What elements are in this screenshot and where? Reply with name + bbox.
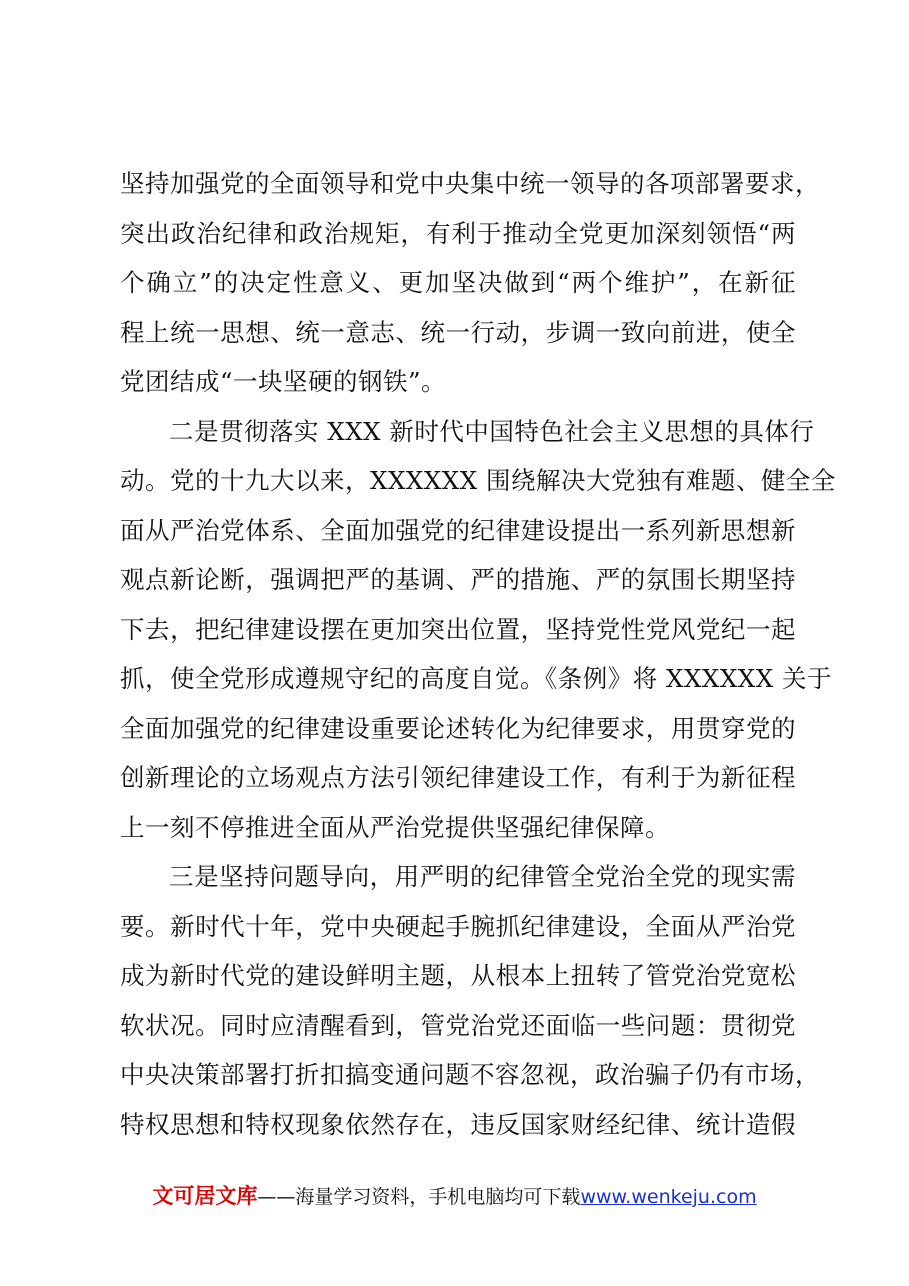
text-line: 二是贯彻落实 XXX 新时代中国特色社会主义思想的具体行 <box>169 416 815 446</box>
text-line: 中央决策部署打折扣搞变通问题不容忽视，政治骗子仍有市场， <box>120 1060 820 1089</box>
text-line: 要。新时代十年，党中央硬起手腕抓纪律建设，全面从严治党 <box>120 911 796 941</box>
page-footer <box>0 1181 909 1212</box>
text-line: 党团结成“一块坚硬的钢铁”。 <box>120 367 447 396</box>
text-line: 动。党的十九大以来，XXXXXX 围绕解决大党独有难题、健全全 <box>120 466 836 495</box>
footer-website-link[interactable]: www.wenkeju.com <box>580 1186 757 1208</box>
text-line: 上一刻不停推进全面从严治党提供坚强纪律保障。 <box>120 812 670 842</box>
text-line: 成为新时代党的建设鲜明主题，从根本上扭转了管党治党宽松 <box>120 961 796 990</box>
text-line: 下去，把纪律建设摆在更加突出位置，坚持党性党风党纪一起 <box>120 614 796 644</box>
text-line: 面从严治党体系、全面加强党的纪律建设提出一系列新思想新 <box>120 515 796 545</box>
footer-brand: 文可居文库 <box>152 1184 258 1208</box>
text-line: 三是坚持问题导向，用严明的纪律管全党治全党的现实需 <box>169 862 796 891</box>
document-body <box>120 159 836 1149</box>
footer-tagline: ——海量学习资料，手机电脑均可下载 <box>257 1186 581 1208</box>
text-line: 程上统一思想、统一意志、统一行动，步调一致向前进，使全 <box>120 317 796 347</box>
text-line: 坚持加强党的全面领导和党中央集中统一领导的各项部署要求， <box>120 169 820 198</box>
text-line: 软状况。同时应清醒看到，管党治党还面临一些问题：贯彻党 <box>120 1010 796 1040</box>
text-line: 观点新论断，强调把严的基调、严的措施、严的氛围长期坚持 <box>120 565 796 594</box>
text-line: 抓，使全党形成遵规守纪的高度自觉。《条例》将 XXXXXX 关于 <box>120 664 832 693</box>
text-line: 突出政治纪律和政治规矩，有利于推动全党更加深刻领悟“两 <box>120 218 796 248</box>
text-line: 全面加强党的纪律建设重要论述转化为纪律要求，用贯穿党的 <box>120 713 796 743</box>
text-line: 创新理论的立场观点方法引领纪律建设工作，有利于为新征程 <box>120 763 796 792</box>
text-line: 特权思想和特权现象依然存在，违反国家财经纪律、统计造假 <box>120 1109 796 1139</box>
text-line: 个确立”的决定性意义、更加坚决做到“两个维护”，在新征 <box>120 268 796 297</box>
